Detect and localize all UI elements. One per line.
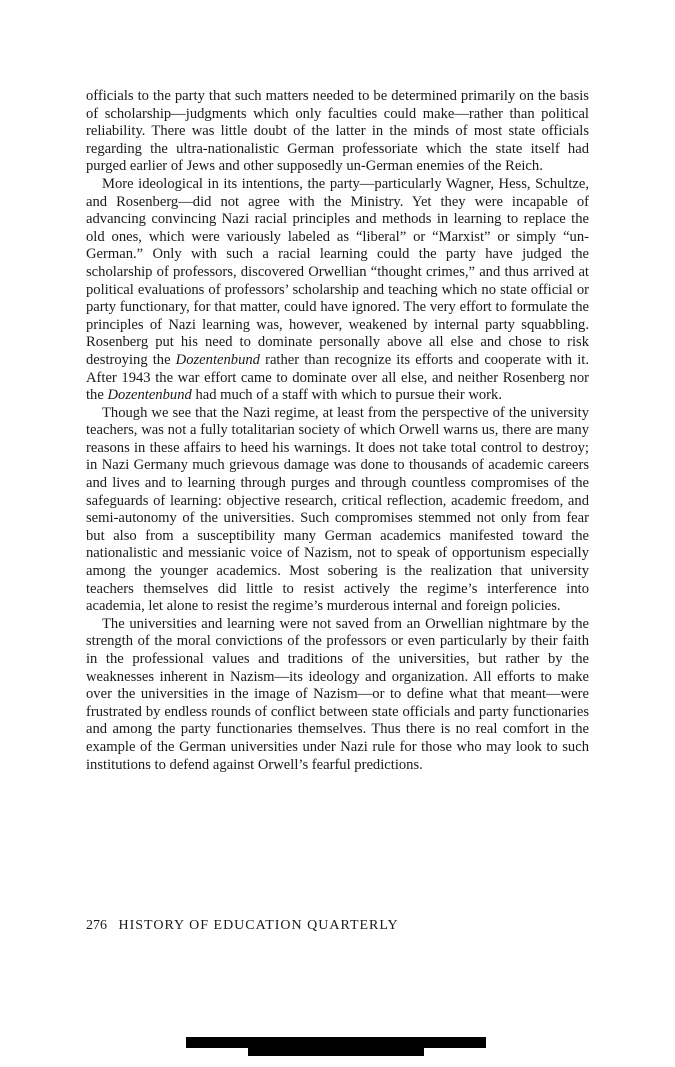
paragraph-2-segment-3: rather than recognize its efforts and cooperate with it. After 1943 the war effort came to dominate over all else, and neither Rosenberg nor the	[86, 351, 589, 404]
paragraph-2-italic-term-2: Dozentenbund	[107, 387, 192, 404]
page-number: 276	[86, 918, 107, 933]
body-text	[86, 88, 589, 774]
scan-redaction-bar-bottom	[248, 1046, 424, 1056]
paragraph-2	[86, 176, 589, 405]
paragraph-3	[86, 405, 589, 616]
paragraph-2-italic-term-1: Dozentenbund	[175, 351, 260, 368]
paragraph-4-segment-1: The universities and learning were not saved from an Orwellian nightmare by the strength of the moral convictions of the professors or even particularly by their faith in the professional values and traditions of the universities, but rather by the weaknesses inherent in Nazism—its ideology and organization. All efforts to make over the universities in the image of Nazism—or to define what that meant—were frustrated by endless rounds of conflict between state officials and party functionaries and among the party functionaries themselves. Thus there is no real comfort in the example of the German universities under Nazi rule for those who may look to such institutions to defend against Orwell’s fearful predictions.	[86, 615, 589, 773]
paragraph-1-segment-1: officials to the party that such matters needed to be determined primarily on the basis of scholarship—judgments which only faculties could make—rather than political reliability. There was little doubt of the latter in the minds of most state officials regarding the ultra-nationalistic German professoriate which the state itself had purged earlier of Jews and other supposedly un-German enemies of the Reich.	[86, 88, 589, 175]
paragraph-1	[86, 88, 589, 176]
paragraph-3-segment-1: Though we see that the Nazi regime, at least from the perspective of the university teachers, was not a fully totalitarian society of which Orwell warns us, there are many reasons in these affairs to heed his warnings. It does not take total control to destroy; in Nazi Germany much grievous damage was done to thousands of academic careers and lives and to learning through purges and through countless compromises of the safeguards of learning: objective research, critical reflection, academic freedom, and semi-autonomy of the universities. Such compromises stemmed not only from fear but also from a susceptibility many German academics manifested toward the nationalistic and messianic voice of Nazism, not to speak of opportunism especially among the younger academics. Most sobering is the realization that university teachers themselves did little to resist actively the regime’s interference into academia, let alone to resist the regime’s murderous internal and foreign policies.	[86, 404, 589, 615]
paragraph-2-segment-5: had much of a staff with which to pursue their work.	[191, 387, 502, 404]
paragraph-2-segment-1: More ideological in its intentions, the party—particularly Wagner, Hess, Schultze, and Rosenberg—did not agree with the Ministry. Yet they were incapable of advancing convincing Nazi racial principles and methods in learning to replace the old ones, which were variously labeled as “liberal” or “Marxist” or simply “un-German.” Only with such a racial learning could the party have judged the scholarship of professors, discovered Orwellian “thought crimes,” and thus arrived at political evaluations of professors’ scholarship and teaching which no state official or party functionary, for that matter, could have ignored. The very effort to formulate the principles of Nazi learning was, however, weakened by internal party squabbling. Rosenberg put his need to dominate personally above all else and chose to risk destroying the	[86, 175, 589, 368]
page-footer	[86, 917, 399, 935]
journal-title: HISTORY OF EDUCATION QUARTERLY	[118, 918, 399, 933]
paragraph-4	[86, 616, 589, 774]
